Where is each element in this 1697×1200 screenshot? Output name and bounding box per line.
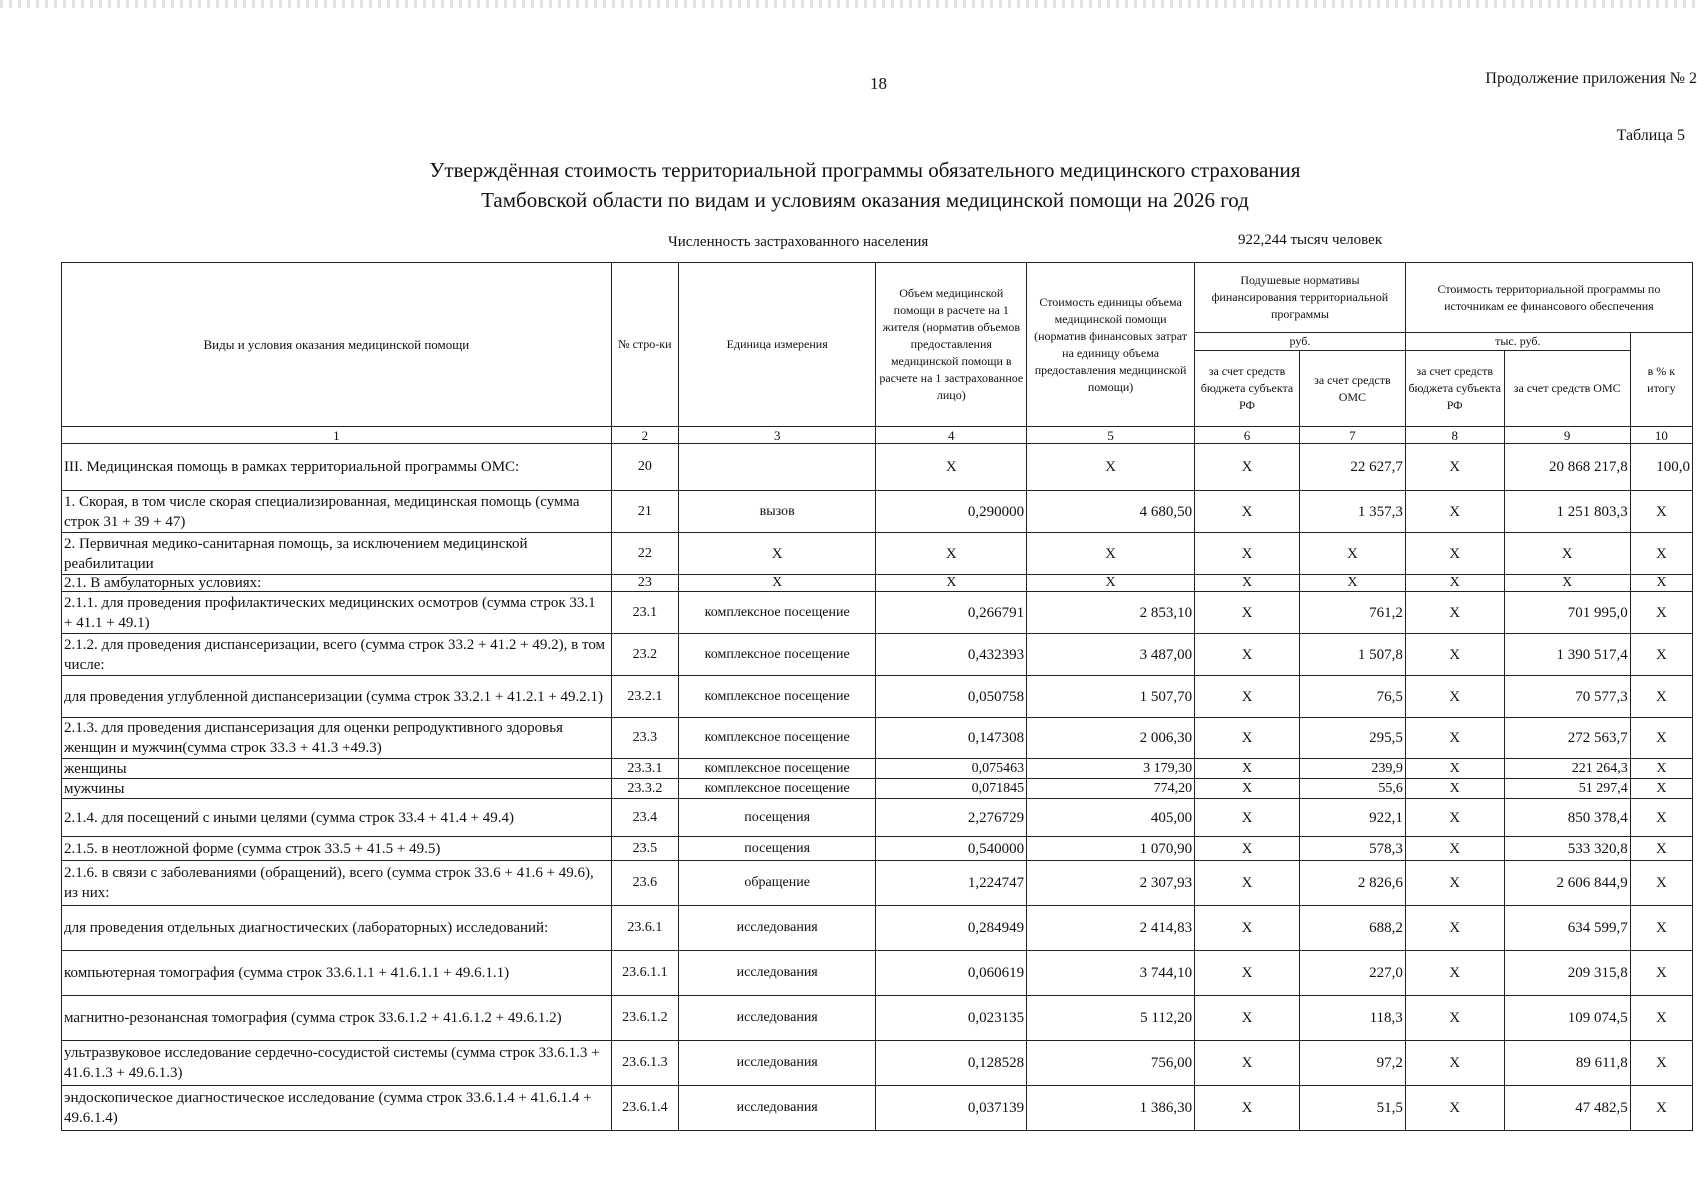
row-oms-thousand: 209 315,8: [1504, 951, 1630, 996]
row-budget-thousand: X: [1405, 837, 1504, 861]
row-percent: X: [1630, 799, 1692, 837]
row-unit: обращение: [678, 861, 876, 906]
row-volume: 0,266791: [876, 592, 1027, 634]
table-row: [62, 491, 1693, 533]
column-number: 8: [1405, 427, 1504, 444]
row-budget-rub: X: [1195, 1041, 1300, 1086]
row-unit-cost: 1 507,70: [1027, 676, 1195, 718]
row-budget-rub: X: [1195, 799, 1300, 837]
header-unit-thousand-rub: тыс. руб.: [1405, 333, 1630, 351]
row-unit: исследования: [678, 1041, 876, 1086]
row-volume: 0,037139: [876, 1086, 1027, 1131]
row-budget-thousand: X: [1405, 634, 1504, 676]
row-budget-rub: X: [1195, 676, 1300, 718]
row-budget-rub: X: [1195, 996, 1300, 1041]
row-oms-rub: 76,5: [1299, 676, 1405, 718]
row-oms-thousand: 70 577,3: [1504, 676, 1630, 718]
row-budget-rub: X: [1195, 861, 1300, 906]
row-number: 23.1: [611, 592, 678, 634]
header-group-cost: Стоимость территориальной программы по источникам ее финансового обеспечения: [1405, 263, 1692, 333]
title-line-2: Тамбовской области по видам и условиям оказания медицинской помощи на 2026 год: [481, 188, 1249, 212]
table-row: [62, 592, 1693, 634]
row-oms-thousand: 109 074,5: [1504, 996, 1630, 1041]
column-number: 4: [876, 427, 1027, 444]
row-budget-rub: X: [1195, 1086, 1300, 1131]
table-row: [62, 837, 1693, 861]
row-budget-thousand: X: [1405, 592, 1504, 634]
scan-edge-artifact: [0, 0, 1697, 8]
row-percent: X: [1630, 906, 1692, 951]
row-number: 23.3.2: [611, 779, 678, 799]
row-volume: X: [876, 444, 1027, 491]
row-budget-rub: X: [1195, 634, 1300, 676]
row-budget-rub: X: [1195, 759, 1300, 779]
row-oms-rub: 227,0: [1299, 951, 1405, 996]
row-volume: 1,224747: [876, 861, 1027, 906]
row-number: 23.2.1: [611, 676, 678, 718]
row-unit: X: [678, 533, 876, 575]
row-budget-rub: X: [1195, 779, 1300, 799]
header-unit-rub: руб.: [1195, 333, 1406, 351]
row-unit: исследования: [678, 951, 876, 996]
row-unit-cost: 2 006,30: [1027, 718, 1195, 759]
table-body: [62, 444, 1693, 1131]
row-unit-cost: 2 307,93: [1027, 861, 1195, 906]
table-row: [62, 718, 1693, 759]
row-budget-thousand: X: [1405, 906, 1504, 951]
row-name: 2.1.5. в неотложной форме (сумма строк 33.5 + 41.5 + 49.5): [62, 837, 612, 861]
row-volume: 0,050758: [876, 676, 1027, 718]
header-col3: Единица измерения: [678, 263, 876, 427]
population-value: 922,244 тысяч человек: [1238, 232, 1383, 248]
table-row: [62, 759, 1693, 779]
row-unit-cost: 405,00: [1027, 799, 1195, 837]
row-budget-rub: X: [1195, 951, 1300, 996]
row-oms-thousand: 850 378,4: [1504, 799, 1630, 837]
row-unit: комплексное посещение: [678, 718, 876, 759]
row-percent: X: [1630, 861, 1692, 906]
row-percent: X: [1630, 491, 1692, 533]
row-oms-thousand: 2 606 844,9: [1504, 861, 1630, 906]
row-name: 2. Первичная медико-санитарная помощь, за исключением медицинской реабилитации: [62, 533, 612, 575]
row-unit-cost: 1 070,90: [1027, 837, 1195, 861]
row-oms-rub: 578,3: [1299, 837, 1405, 861]
table-row: [62, 634, 1693, 676]
row-volume: 2,276729: [876, 799, 1027, 837]
row-percent: X: [1630, 996, 1692, 1041]
column-number: 7: [1299, 427, 1405, 444]
row-oms-thousand: 47 482,5: [1504, 1086, 1630, 1131]
table-row: [62, 575, 1693, 592]
row-budget-thousand: X: [1405, 1041, 1504, 1086]
row-name: 2.1.6. в связи с заболеваниями (обращений), всего (сумма строк 33.6 + 41.6 + 49.6), из них:: [62, 861, 612, 906]
row-number: 23.4: [611, 799, 678, 837]
row-number: 23.6.1.3: [611, 1041, 678, 1086]
row-unit-cost: 1 386,30: [1027, 1086, 1195, 1131]
table-row: [62, 1041, 1693, 1086]
row-percent: X: [1630, 592, 1692, 634]
title-line-1: Утверждённая стоимость территориальной программы обязательного медицинского страхования: [429, 158, 1301, 182]
row-budget-rub: X: [1195, 718, 1300, 759]
row-volume: 0,075463: [876, 759, 1027, 779]
row-unit: [678, 444, 876, 491]
row-name: мужчины: [62, 779, 612, 799]
table-row: [62, 906, 1693, 951]
row-name: 2.1.3. для проведения диспансеризация для оценки репродуктивного здоровья женщин и мужчин(сумма строк 33.3 + 41.3 +49.3): [62, 718, 612, 759]
row-percent: X: [1630, 1086, 1692, 1131]
header-col10: в % к итогу: [1630, 333, 1692, 427]
row-number: 23: [611, 575, 678, 592]
row-oms-thousand: 533 320,8: [1504, 837, 1630, 861]
row-number: 22: [611, 533, 678, 575]
row-budget-thousand: X: [1405, 444, 1504, 491]
header-col4: Объем медицинской помощи в расчете на 1 жителя (норматив объемов предоставления медицинской помощи в расчете на 1 застрахованное лицо): [876, 263, 1027, 427]
row-oms-rub: 1 357,3: [1299, 491, 1405, 533]
row-number: 23.3: [611, 718, 678, 759]
column-number: 6: [1195, 427, 1300, 444]
row-unit: посещения: [678, 799, 876, 837]
row-unit: комплексное посещение: [678, 634, 876, 676]
appendix-note: Продолжение приложения № 2: [1485, 70, 1697, 87]
row-unit-cost: 5 112,20: [1027, 996, 1195, 1041]
row-unit: посещения: [678, 837, 876, 861]
header-col5: Стоимость единицы объема медицинской помощи (норматив финансовых затрат на единицу объема предоставления медицинской помощи): [1027, 263, 1195, 427]
row-number: 23.6.1.2: [611, 996, 678, 1041]
row-number: 23.6.1.4: [611, 1086, 678, 1131]
row-budget-rub: X: [1195, 491, 1300, 533]
row-oms-rub: 239,9: [1299, 759, 1405, 779]
row-volume: 0,290000: [876, 491, 1027, 533]
row-name: женщины: [62, 759, 612, 779]
row-budget-rub: X: [1195, 444, 1300, 491]
row-name: для проведения отдельных диагностических (лабораторных) исследований:: [62, 906, 612, 951]
row-name: для проведения углубленной диспансеризации (сумма строк 33.2.1 + 41.2.1 + 49.2.1): [62, 676, 612, 718]
row-unit-cost: 3 179,30: [1027, 759, 1195, 779]
document-title: [300, 155, 1430, 215]
table-label: Таблица 5: [1616, 127, 1685, 144]
row-budget-thousand: X: [1405, 779, 1504, 799]
row-oms-rub: 118,3: [1299, 996, 1405, 1041]
row-oms-thousand: 20 868 217,8: [1504, 444, 1630, 491]
row-budget-rub: X: [1195, 906, 1300, 951]
row-oms-rub: X: [1299, 533, 1405, 575]
row-budget-rub: X: [1195, 575, 1300, 592]
row-unit-cost: 2 853,10: [1027, 592, 1195, 634]
row-name: 2.1. В амбулаторных условиях:: [62, 575, 612, 592]
row-unit: X: [678, 575, 876, 592]
row-budget-thousand: X: [1405, 1086, 1504, 1131]
header-col7: за счет средств ОМС: [1299, 351, 1405, 427]
row-budget-thousand: X: [1405, 861, 1504, 906]
row-percent: X: [1630, 575, 1692, 592]
row-name: 2.1.1. для проведения профилактических медицинских осмотров (сумма строк 33.1 + 41.1 + 49.1): [62, 592, 612, 634]
row-oms-rub: 761,2: [1299, 592, 1405, 634]
row-percent: X: [1630, 951, 1692, 996]
row-oms-rub: 1 507,8: [1299, 634, 1405, 676]
row-budget-rub: X: [1195, 837, 1300, 861]
row-volume: 0,540000: [876, 837, 1027, 861]
column-number: 2: [611, 427, 678, 444]
row-unit: комплексное посещение: [678, 676, 876, 718]
row-unit: комплексное посещение: [678, 779, 876, 799]
row-oms-thousand: 89 611,8: [1504, 1041, 1630, 1086]
row-number: 21: [611, 491, 678, 533]
header-col8: за счет средств бюджета субъекта РФ: [1405, 351, 1504, 427]
row-oms-rub: 51,5: [1299, 1086, 1405, 1131]
table-row: [62, 996, 1693, 1041]
row-budget-thousand: X: [1405, 676, 1504, 718]
row-number: 23.2: [611, 634, 678, 676]
row-percent: X: [1630, 634, 1692, 676]
row-unit-cost: 3 487,00: [1027, 634, 1195, 676]
table-row: [62, 533, 1693, 575]
row-unit-cost: 774,20: [1027, 779, 1195, 799]
row-oms-rub: 2 826,6: [1299, 861, 1405, 906]
row-volume: 0,071845: [876, 779, 1027, 799]
row-number: 20: [611, 444, 678, 491]
row-name: III. Медицинская помощь в рамках территориальной программы ОМС:: [62, 444, 612, 491]
row-unit: комплексное посещение: [678, 592, 876, 634]
column-number: 3: [678, 427, 876, 444]
table-row: [62, 799, 1693, 837]
header-group-per-capita: Подушевые нормативы финансирования территориальной программы: [1195, 263, 1406, 333]
header-col9: за счет средств ОМС: [1504, 351, 1630, 427]
table-row: [62, 779, 1693, 799]
row-budget-rub: X: [1195, 592, 1300, 634]
row-name: эндоскопическое диагностическое исследование (сумма строк 33.6.1.4 + 41.6.1.4 + 49.6.1.4): [62, 1086, 612, 1131]
row-unit: исследования: [678, 906, 876, 951]
table-row: [62, 1086, 1693, 1131]
row-number: 23.6.1.1: [611, 951, 678, 996]
row-oms-rub: 922,1: [1299, 799, 1405, 837]
row-unit-cost: 3 744,10: [1027, 951, 1195, 996]
row-percent: X: [1630, 676, 1692, 718]
row-oms-thousand: X: [1504, 575, 1630, 592]
row-name: ультразвуковое исследование сердечно-сосудистой системы (сумма строк 33.6.1.3 + 41.6.1.3 + 49.6.1.3): [62, 1041, 612, 1086]
row-number: 23.6.1: [611, 906, 678, 951]
row-oms-thousand: 221 264,3: [1504, 759, 1630, 779]
column-number: 9: [1504, 427, 1630, 444]
population-label: Численность застрахованного населения: [668, 234, 929, 250]
header-col6: за счет средств бюджета субъекта РФ: [1195, 351, 1300, 427]
row-unit: исследования: [678, 996, 876, 1041]
row-name: 1. Скорая, в том числе скорая специализированная, медицинская помощь (сумма строк 31 + 39 + 47): [62, 491, 612, 533]
row-name: магнитно-резонансная томография (сумма строк 33.6.1.2 + 41.6.1.2 + 49.6.1.2): [62, 996, 612, 1041]
row-number: 23.3.1: [611, 759, 678, 779]
row-volume: 0,432393: [876, 634, 1027, 676]
row-oms-thousand: X: [1504, 533, 1630, 575]
row-name: 2.1.2. для проведения диспансеризации, всего (сумма строк 33.2 + 41.2 + 49.2), в том числе:: [62, 634, 612, 676]
row-percent: 100,0: [1630, 444, 1692, 491]
cost-table: [61, 262, 1693, 1131]
row-unit-cost: X: [1027, 533, 1195, 575]
row-budget-thousand: X: [1405, 799, 1504, 837]
table-row: [62, 951, 1693, 996]
row-oms-rub: 97,2: [1299, 1041, 1405, 1086]
row-oms-rub: 22 627,7: [1299, 444, 1405, 491]
row-percent: X: [1630, 533, 1692, 575]
column-number: 1: [62, 427, 612, 444]
row-name: компьютерная томография (сумма строк 33.6.1.1 + 41.6.1.1 + 49.6.1.1): [62, 951, 612, 996]
row-percent: X: [1630, 779, 1692, 799]
row-percent: X: [1630, 1041, 1692, 1086]
row-number: 23.6: [611, 861, 678, 906]
row-volume: X: [876, 533, 1027, 575]
row-volume: 0,023135: [876, 996, 1027, 1041]
row-oms-thousand: 1 390 517,4: [1504, 634, 1630, 676]
row-oms-thousand: 1 251 803,3: [1504, 491, 1630, 533]
table-row: [62, 861, 1693, 906]
row-name: 2.1.4. для посещений с иными целями (сумма строк 33.4 + 41.4 + 49.4): [62, 799, 612, 837]
row-number: 23.5: [611, 837, 678, 861]
row-budget-thousand: X: [1405, 951, 1504, 996]
header-col1: Виды и условия оказания медицинской помощи: [62, 263, 612, 427]
row-budget-thousand: X: [1405, 491, 1504, 533]
row-volume: 0,284949: [876, 906, 1027, 951]
row-oms-thousand: 272 563,7: [1504, 718, 1630, 759]
column-number: 10: [1630, 427, 1692, 444]
row-percent: X: [1630, 837, 1692, 861]
row-unit-cost: X: [1027, 444, 1195, 491]
row-budget-thousand: X: [1405, 759, 1504, 779]
row-oms-rub: X: [1299, 575, 1405, 592]
row-volume: X: [876, 575, 1027, 592]
row-budget-thousand: X: [1405, 996, 1504, 1041]
row-unit: комплексное посещение: [678, 759, 876, 779]
table-row: [62, 676, 1693, 718]
row-budget-thousand: X: [1405, 575, 1504, 592]
row-unit: исследования: [678, 1086, 876, 1131]
row-unit-cost: 4 680,50: [1027, 491, 1195, 533]
row-oms-rub: 55,6: [1299, 779, 1405, 799]
row-unit-cost: X: [1027, 575, 1195, 592]
row-percent: X: [1630, 718, 1692, 759]
header-col2: № стро-ки: [611, 263, 678, 427]
page-number: 18: [870, 74, 887, 93]
row-oms-thousand: 701 995,0: [1504, 592, 1630, 634]
row-oms-rub: 295,5: [1299, 718, 1405, 759]
row-budget-thousand: X: [1405, 533, 1504, 575]
column-number: 5: [1027, 427, 1195, 444]
row-oms-rub: 688,2: [1299, 906, 1405, 951]
row-volume: 0,128528: [876, 1041, 1027, 1086]
table-row: [62, 444, 1693, 491]
row-budget-rub: X: [1195, 533, 1300, 575]
row-percent: X: [1630, 759, 1692, 779]
row-budget-thousand: X: [1405, 718, 1504, 759]
row-unit-cost: 756,00: [1027, 1041, 1195, 1086]
row-unit: вызов: [678, 491, 876, 533]
row-volume: 0,060619: [876, 951, 1027, 996]
row-oms-thousand: 51 297,4: [1504, 779, 1630, 799]
row-volume: 0,147308: [876, 718, 1027, 759]
row-oms-thousand: 634 599,7: [1504, 906, 1630, 951]
row-unit-cost: 2 414,83: [1027, 906, 1195, 951]
